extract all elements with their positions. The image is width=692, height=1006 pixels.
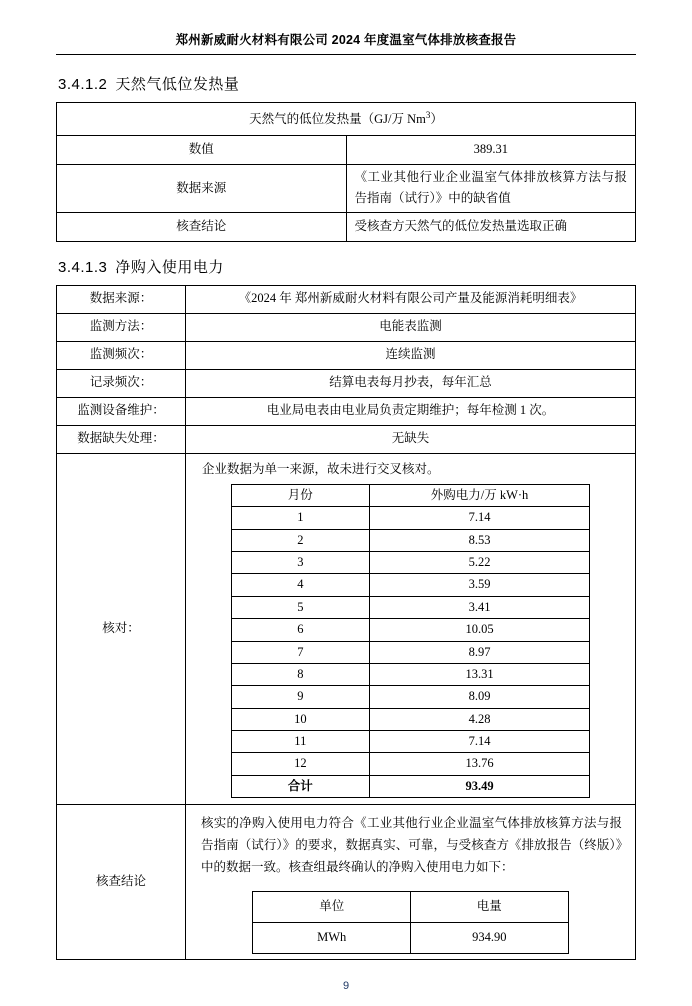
elec-value-method: 电能表监测 <box>186 313 636 341</box>
ng-heat-label-conclusion: 核查结论 <box>57 212 347 241</box>
value-cell: 8.53 <box>369 529 589 551</box>
unit-value: MWh <box>253 922 411 953</box>
elec-label-source: 数据来源： <box>57 285 186 313</box>
section-heading-ng-heat <box>58 73 636 94</box>
table-header-row <box>253 891 568 922</box>
total-label: 合计 <box>231 775 369 797</box>
col-header-unit: 单位 <box>253 891 411 922</box>
table-row <box>57 103 636 136</box>
month-cell: 2 <box>231 529 369 551</box>
value-cell: 8.97 <box>369 641 589 663</box>
table-row-total <box>231 775 589 797</box>
section-number: 3.4.1.3 <box>58 258 108 276</box>
elec-label-method: 监测方法： <box>57 313 186 341</box>
table-natural-gas-heat-value <box>56 102 636 242</box>
month-cell: 3 <box>231 552 369 574</box>
table-row <box>57 313 636 341</box>
section-title: 天然气低位发热量 <box>115 76 240 93</box>
section-title: 净购入使用电力 <box>115 258 224 276</box>
month-cell: 11 <box>231 731 369 753</box>
value-cell: 3.59 <box>369 574 589 596</box>
value-cell: 4.28 <box>369 708 589 730</box>
elec-label-missing-data: 数据缺失处理： <box>57 425 186 453</box>
table-row <box>231 507 589 529</box>
table-row <box>231 708 589 730</box>
elec-value-source: 《2024 年 郑州新威耐火材料有限公司产量及能源消耗明细表》 <box>186 285 636 313</box>
value-cell: 13.76 <box>369 753 589 775</box>
value-cell: 7.14 <box>369 731 589 753</box>
total-value: 93.49 <box>369 775 589 797</box>
table-net-purchased-electricity <box>56 285 636 960</box>
table-row <box>231 731 589 753</box>
table-row <box>57 285 636 313</box>
elec-conclusion-content <box>186 805 636 960</box>
quantity-value: 934.90 <box>410 922 568 953</box>
value-cell: 13.31 <box>369 663 589 685</box>
value-cell: 8.09 <box>369 686 589 708</box>
elec-conclusion-text: 核实的净购入使用电力符合《工业其他行业企业温室气体排放核算方法与报告指南（试行）》的要求，数据真实、可靠，与受核查方《排放报告（终版）》中的数据一致。核查组最终确认的净购入使用电力如下： <box>201 816 622 874</box>
month-cell: 10 <box>231 708 369 730</box>
table-row <box>57 369 636 397</box>
month-cell: 1 <box>231 507 369 529</box>
col-header-electricity: 外购电力/万 kW·h <box>369 484 589 506</box>
month-cell: 8 <box>231 663 369 685</box>
elec-check-intro: 企业数据为单一来源，故未进行交叉核对。 <box>202 461 440 476</box>
month-cell: 5 <box>231 596 369 618</box>
value-cell: 10.05 <box>369 619 589 641</box>
table-row <box>231 596 589 618</box>
ng-heat-value: 389.31 <box>346 136 636 165</box>
ng-heat-label-source: 数据来源 <box>57 165 347 213</box>
table-row <box>231 552 589 574</box>
elec-label-record-frequency: 记录频次： <box>57 369 186 397</box>
ng-heat-label-value: 数值 <box>57 136 347 165</box>
elec-value-maintenance: 电业局电表由电业局负责定期维护；每年检测 1 次。 <box>186 397 636 425</box>
month-cell: 4 <box>231 574 369 596</box>
table-row <box>57 136 636 165</box>
confirmed-electricity-table <box>252 891 568 954</box>
month-cell: 7 <box>231 641 369 663</box>
table-row <box>57 425 636 453</box>
ng-heat-header-cell: 天然气的低位发热量（GJ/万 Nm$^3$） <box>57 103 636 136</box>
month-cell: 12 <box>231 753 369 775</box>
table-row <box>231 641 589 663</box>
table-row <box>231 686 589 708</box>
elec-value-record-frequency: 结算电表每月抄表，每年汇总 <box>186 369 636 397</box>
elec-value-missing-data: 无缺失 <box>186 425 636 453</box>
elec-label-check: 核对： <box>57 453 186 805</box>
table-row <box>57 212 636 241</box>
ng-heat-conclusion: 受核查方天然气的低位发热量选取正确 <box>346 212 636 241</box>
col-header-quantity: 电量 <box>410 891 568 922</box>
value-cell: 7.14 <box>369 507 589 529</box>
table-header-row <box>231 484 589 506</box>
table-row <box>231 574 589 596</box>
page-number: 9 <box>342 980 350 992</box>
elec-label-frequency: 监测频次： <box>57 341 186 369</box>
table-row <box>231 753 589 775</box>
table-row <box>57 341 636 369</box>
table-row <box>231 619 589 641</box>
section-heading-electricity <box>58 256 636 277</box>
table-row-conclusion <box>57 805 636 960</box>
col-header-month: 月份 <box>231 484 369 506</box>
table-row-check <box>57 453 636 805</box>
table-row <box>57 165 636 213</box>
section-number: 3.4.1.2 <box>58 76 108 93</box>
table-row <box>231 529 589 551</box>
value-cell: 3.41 <box>369 596 589 618</box>
table-row <box>231 663 589 685</box>
month-cell: 6 <box>231 619 369 641</box>
table-row <box>57 397 636 425</box>
monthly-electricity-table <box>231 484 590 798</box>
month-cell: 9 <box>231 686 369 708</box>
ng-heat-source: 《工业其他行业企业温室气体排放核算方法与报告指南（试行）》中的缺省值 <box>346 165 636 213</box>
elec-value-frequency: 连续监测 <box>186 341 636 369</box>
page-header: 郑州新威耐火材料有限公司 2024 年度温室气体排放核查报告 <box>56 30 636 55</box>
elec-label-conclusion: 核查结论 <box>57 805 186 960</box>
elec-check-content <box>186 453 636 805</box>
value-cell: 5.22 <box>369 552 589 574</box>
elec-label-maintenance: 监测设备维护： <box>57 397 186 425</box>
table-row <box>253 922 568 953</box>
